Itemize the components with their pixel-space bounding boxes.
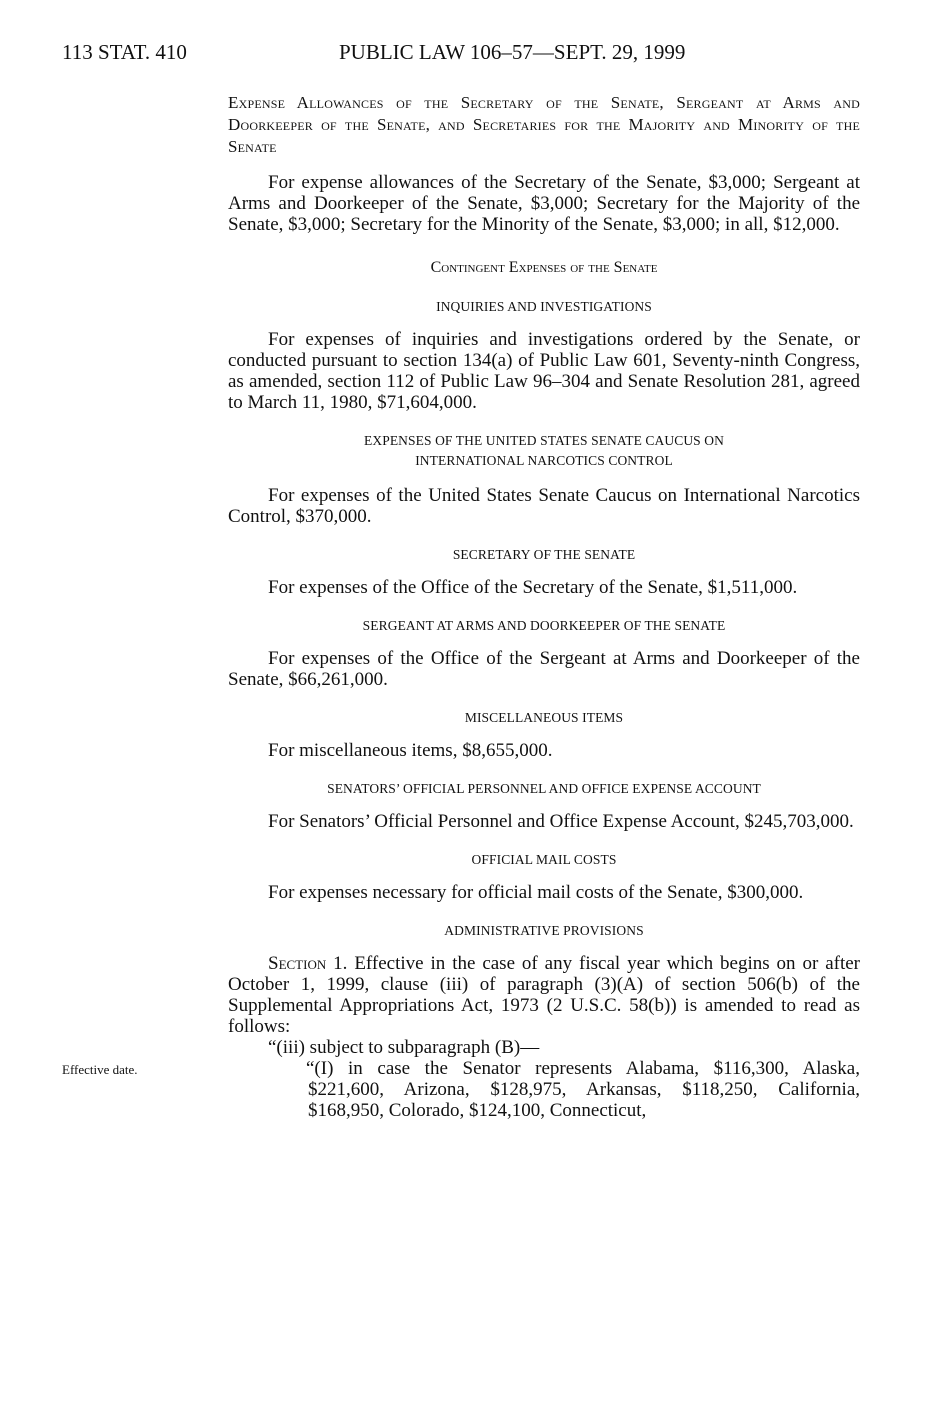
heading-miscellaneous: MISCELLANEOUS ITEMS	[464, 710, 624, 725]
heading-inquiries: INQUIRIES AND INVESTIGATIONS	[436, 299, 652, 314]
heading-secretary: SECRETARY OF THE SENATE	[452, 547, 636, 562]
heading-narcotics-caucus-line2: INTERNATIONAL NARCOTICS CONTROL	[415, 453, 673, 468]
paragraph-section-1	[228, 953, 860, 1037]
clause-iii: “(iii) subject to subparagraph (B)—	[268, 1037, 540, 1058]
paragraph-sergeant: For expenses of the Office of the Sergeant at Arms and Doorkeeper of the Senate, $66,261,000.	[228, 648, 860, 690]
heading-contingent-expenses: Contingent Expenses of the Senate	[430, 259, 658, 276]
subclause-I: “(I) in case the Senator represents Alabama, $116,300, Alaska, $221,600, Arizona, $128,975, Arkansas, $118,250, California, $168,950, Colorado, $124,100, Connecticut,	[306, 1058, 860, 1121]
heading-mail-costs: OFFICIAL MAIL COSTS	[471, 852, 617, 867]
paragraph-senators-account: For Senators’ Official Personnel and Office Expense Account, $245,703,000.	[268, 811, 854, 832]
heading-narcotics-caucus-line1: EXPENSES OF THE UNITED STATES SENATE CAUCUS ON	[364, 433, 724, 448]
paragraph-narcotics-caucus: For expenses of the United States Senate Caucus on International Narcotics Control, $370,000.	[228, 485, 860, 527]
heading-sergeant: SERGEANT AT ARMS AND DOORKEEPER OF THE SENATE	[362, 618, 726, 633]
statute-page-number: 113 STAT. 410	[62, 40, 187, 64]
heading-administrative-provisions: ADMINISTRATIVE PROVISIONS	[444, 923, 644, 938]
margin-note-effective-date: Effective date.	[62, 1062, 138, 1077]
public-law-citation: PUBLIC LAW 106–57—SEPT. 29, 1999	[339, 40, 686, 64]
heading-expense-allowances: Expense Allowances of the Secretary of the Senate, Sergeant at Arms and Doorkeeper of the Senate, and Secretaries for the Majority and Minority of the Senate	[228, 93, 860, 156]
page-header	[62, 38, 862, 66]
paragraph-inquiries: For expenses of inquiries and investigations ordered by the Senate, or conducted pursuant to section 134(a) of Public Law 601, Seventy-ninth Congress, as amended, section 112 of Public Law 96–304 and Senate Resolution 281, agreed to March 11, 1980, $71,604,000.	[228, 329, 860, 413]
document-body	[228, 92, 860, 1121]
paragraph-miscellaneous: For miscellaneous items, $8,655,000.	[268, 740, 553, 761]
section-1-label: Section 1.	[268, 953, 348, 974]
paragraph-mail-costs: For expenses necessary for official mail costs of the Senate, $300,000.	[268, 882, 804, 903]
section-1-text: Effective in the case of any fiscal year which begins on or after October 1, 1999, clause (iii) of paragraph (3)(A) of section 506(b) of the Supplemental Appropriations Act, 1973 (2 U.S.C. 58(b)) is amended to read as follows:	[228, 953, 860, 1037]
paragraph-secretary: For expenses of the Office of the Secretary of the Senate, $1,511,000.	[268, 577, 798, 598]
paragraph-expense-allowances: For expense allowances of the Secretary of the Senate, $3,000; Sergeant at Arms and Doorkeeper of the Senate, $3,000; Secretary for the Majority of the Senate, $3,000; Secretary for the Minority of the Senate, $3,000; in all, $12,000.	[228, 172, 860, 235]
heading-senators-account: SENATORS’ OFFICIAL PERSONNEL AND OFFICE EXPENSE ACCOUNT	[327, 781, 761, 796]
